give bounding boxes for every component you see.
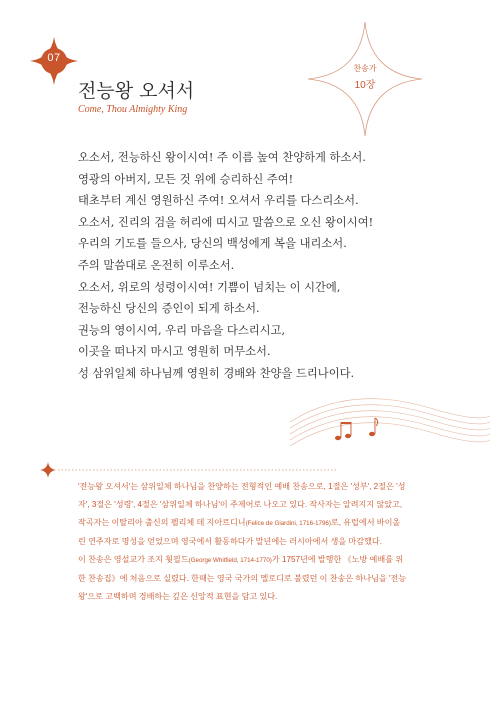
- lyric-line: 권능의 영이시여, 우리 마음을 다스리시고,: [78, 323, 286, 337]
- lyric-line: 주의 말씀대로 온전히 이루소서.: [78, 258, 235, 272]
- lyric-line: 영광의 아버지, 모든 것 위에 승리하신 주여!: [78, 172, 294, 186]
- lyric-line: 태초부터 계신 영원하신 주여! 오셔서 우리를 다스리소서.: [78, 194, 359, 208]
- lyrics-block: [78, 147, 398, 385]
- description-paragraph: [78, 551, 408, 606]
- lyric-line: 오소서, 위로의 성령이시여! 기쁨이 넘치는 이 시간에,: [78, 280, 341, 294]
- hymnal-label: 찬송가: [353, 64, 377, 73]
- hymn-title: 전능왕 오셔서: [78, 80, 195, 102]
- chapter-number: 07: [47, 52, 61, 64]
- hymn-description: [78, 478, 408, 606]
- lyric-line: 오소서, 전능하신 왕이시여! 주 이름 높여 찬양하게 하소서.: [78, 151, 366, 164]
- description-text: 로, 유럽에서 바이올린 연주자로 명성을 얻었으며 영국에서 활동하다가 말년에는 러시아에서 생을 마감했다.: [78, 518, 401, 546]
- composer-dates: (Felice de Giardini, 1716-1796): [245, 520, 331, 527]
- lyric-line: 오소서, 진리의 검을 허리에 띠시고 말씀으로 오신 왕이시여!: [78, 215, 374, 229]
- lyric-line: 우리의 기도를 들으사, 당신의 백성에게 복을 내리소서.: [78, 237, 347, 251]
- lyric-line: 이곳을 떠나지 마시고 영원히 머무소서.: [78, 345, 271, 359]
- author-dates: (George Whitfield, 1714-1770): [188, 557, 272, 564]
- hymn-subtitle: Come, Thou Almighty King: [78, 104, 188, 115]
- hymn-number: 10장: [354, 80, 376, 91]
- lyric-line: 전능하신 당신의 증인이 되게 하소서.: [78, 302, 260, 316]
- sparkle-divider-icon: [36, 460, 336, 480]
- description-text: 이 찬송은 영설교가 조지 휫필드: [78, 555, 189, 564]
- description-text: 가 1757년에 발행한 《노방 예배를 위한 찬송집》에 처음으로 실렸다. 한때는 영국 국가의 멜로디로 불렸던 이 찬송은 하나님을 '전능왕'으로 고백하며 경배하는 깊은 신앙적 표현을 담고 있다.: [78, 555, 407, 601]
- description-text: '전능왕 오셔서'는 삼위일체 하나님을 찬양하는 전형적인 예배 찬송으로, 1절은 '성부', 2절은 '성자', 3절은 '성령', 4절은 '삼위일체 하나님'이 주제어로 나오고 있다. 작사자는 알려지지 않았고, 작곡자는 이탈리아 출신의 펠리체 데 지아르디니: [78, 482, 406, 527]
- lyric-line: 성 삼위일체 하나님께 영원히 경배와 찬양을 드리나이다.: [78, 366, 355, 380]
- description-paragraph: [78, 478, 408, 551]
